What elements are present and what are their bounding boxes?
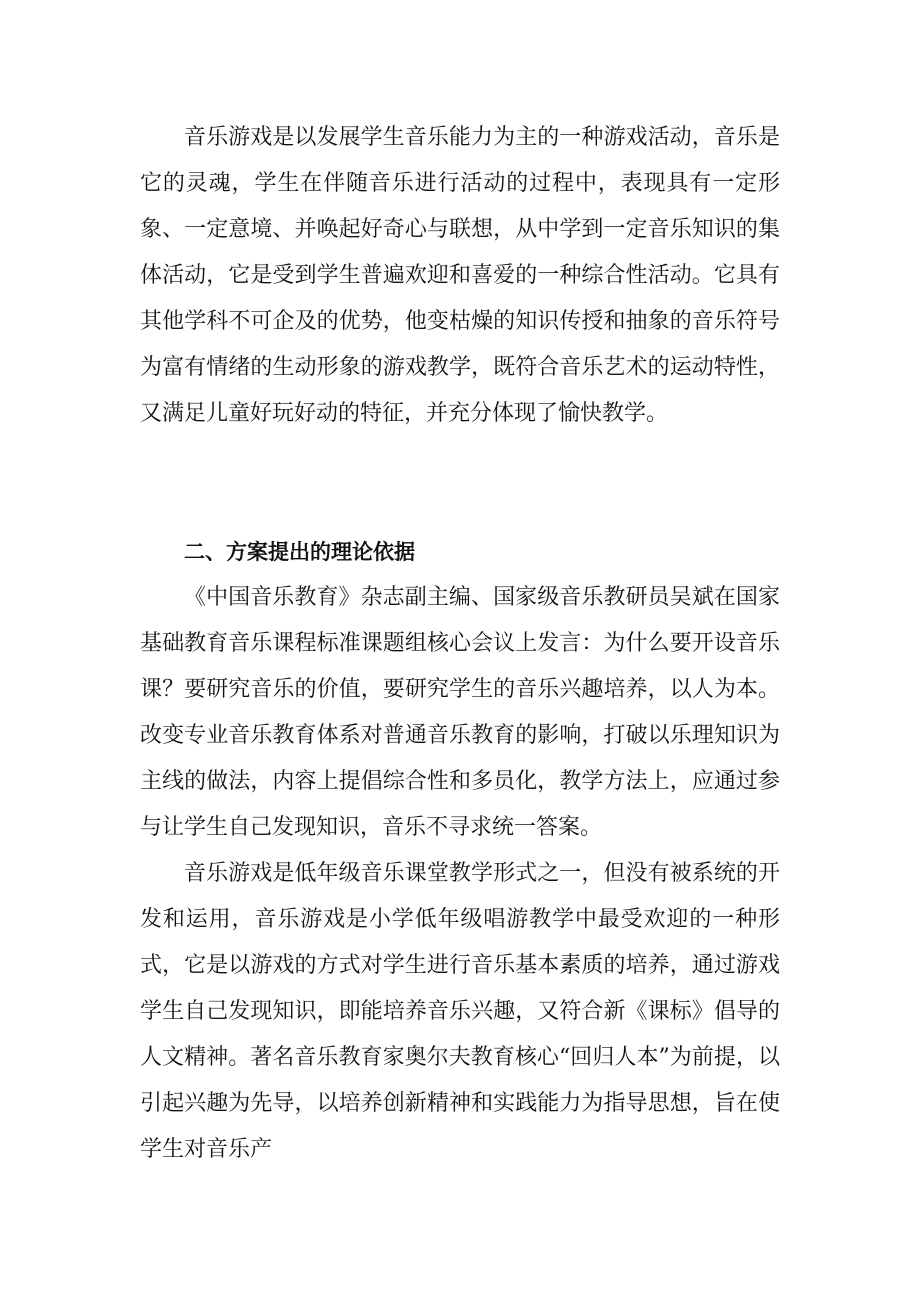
paragraph-theory-1: 《中国音乐教育》杂志副主编、国家级音乐教研员吴斌在国家基础教育音乐课程标准课题组核心会议上发言：为什么要开设音乐课？要研究音乐的价值，要研究学生的音乐兴趣培养，以人为本。改变专业音乐教育体系对普通音乐教育的影响，打破以乐理知识为主线的做法，内容上提倡综合性和多员化，教学方法上，应通过参与让学生自己发现知识，音乐不寻求统一答案。: [140, 585, 780, 840]
document-body: [140, 115, 780, 1173]
section-heading: 二、方案提出的理论依据: [184, 540, 415, 564]
paragraph-theory-2: 音乐游戏是低年级音乐课堂教学形式之一，但没有被系统的开发和运用，音乐游戏是小学低年级唱游教学中最受欢迎的一种形式，它是以游戏的方式对学生进行音乐基本素质的培养，通过游戏学生自己发现知识，即能培养音乐兴趣，又符合新《课标》倡导的人文精神。著名音乐教育家奥尔夫教育核心“回归人本”为前提，以引起兴趣为先导，以培养创新精神和实践能力为指导思想，旨在使学生对音乐产: [140, 861, 780, 1162]
paragraph-intro: 音乐游戏是以发展学生音乐能力为主的一种游戏活动，音乐是它的灵魂，学生在伴随音乐进行活动的过程中，表现具有一定形象、一定意境、并唤起好奇心与联想，从中学到一定音乐知识的集体活动，它是受到学生普遍欢迎和喜爱的一种综合性活动。它具有其他学科不可企及的优势，他变枯燥的知识传授和抽象的音乐符号为富有情绪的生动形象的游戏教学，既符合音乐艺术的运动特性，又满足儿童好玩好动的特征，并充分体现了愉快教学。: [140, 125, 780, 426]
